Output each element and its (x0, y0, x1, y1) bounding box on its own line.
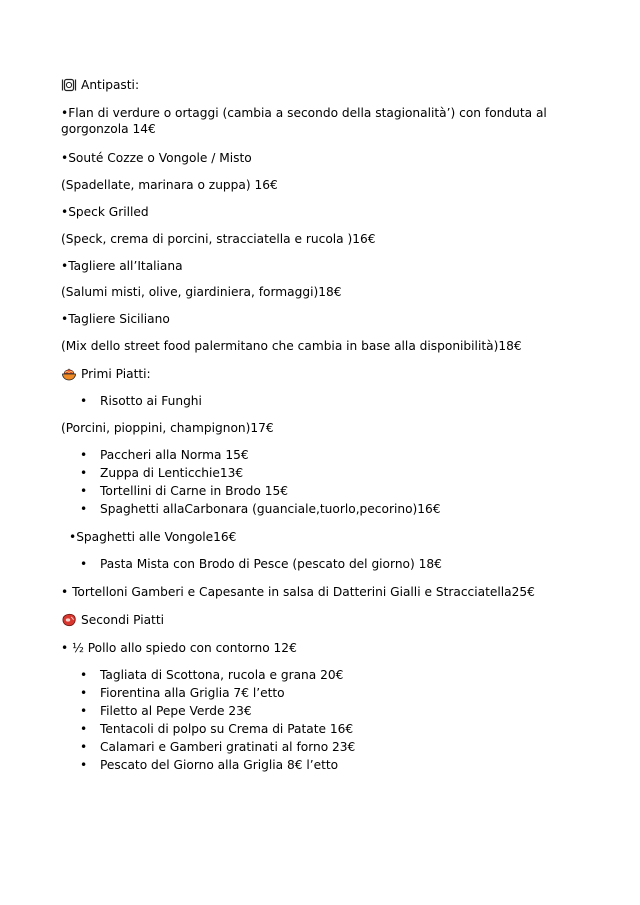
menu-item: •Flan di verdure o ortaggi (cambia a secondo della stagionalità’) con fonduta al gorgonzola 14€ (61, 106, 547, 136)
pasta-bowl-icon (61, 366, 77, 382)
secondi-title: Secondi Piatti (81, 613, 164, 627)
list-item-label: Tentacoli di polpo su Crema di Patate 16€ (100, 722, 354, 736)
steak-icon (61, 612, 77, 628)
menu-item-desc: (Salumi misti, olive, giardiniera, formaggi)18€ (61, 285, 342, 299)
menu-item-desc: (Speck, crema di porcini, stracciatella e rucola )16€ (61, 232, 376, 246)
menu-item: •Souté Cozze o Vongole / Misto (61, 151, 252, 165)
list-item-label: Pasta Mista con Brodo di Pesce (pescato del giorno) 18€ (100, 557, 442, 571)
list-item-label: Filetto al Pepe Verde 23€ (100, 704, 252, 718)
menu-item-desc: (Spadellate, marinara o zuppa) 16€ (61, 178, 278, 192)
list-item-label: Calamari e Gamberi gratinati al forno 23€ (100, 740, 356, 754)
list-item-label: Fiorentina alla Griglia 7€ l’etto (100, 686, 285, 700)
menu-item: •Speck Grilled (61, 205, 149, 219)
menu-item: • Tortelloni Gamberi e Capesante in salsa di Datterini Gialli e Stracciatella25€ (61, 585, 535, 599)
list-item-label: Risotto ai Funghi (100, 394, 202, 408)
antipasti-heading (61, 77, 139, 93)
menu-item: • ½ Pollo allo spiedo con contorno 12€ (61, 641, 297, 655)
menu-item: •Tagliere all’Italiana (61, 259, 183, 273)
menu-item: •Spaghetti alle Vongole16€ (69, 530, 237, 544)
list-item-label: Paccheri alla Norma 15€ (100, 448, 249, 462)
primi-heading (61, 366, 151, 382)
secondi-heading (61, 612, 164, 628)
menu-item: •Tagliere Siciliano (61, 312, 170, 326)
list-item-label: Tagliata di Scottona, rucola e grana 20€ (100, 668, 344, 682)
primi-title: Primi Piatti: (81, 367, 151, 381)
antipasti-title: Antipasti: (81, 78, 140, 92)
list-item-label: Zuppa di Lenticchie13€ (100, 466, 244, 480)
plate-cutlery-icon (61, 77, 77, 93)
list-item-label: Pescato del Giorno alla Griglia 8€ l’etto (100, 758, 339, 772)
list-item-label: Spaghetti allaCarbonara (guanciale,tuorlo,pecorino)16€ (100, 502, 441, 516)
menu-item-desc: (Porcini, pioppini, champignon)17€ (61, 421, 274, 435)
list-item-label: Tortellini di Carne in Brodo 15€ (100, 484, 288, 498)
menu-item-desc: (Mix dello street food palermitano che cambia in base alla disponibilità)18€ (61, 339, 522, 353)
